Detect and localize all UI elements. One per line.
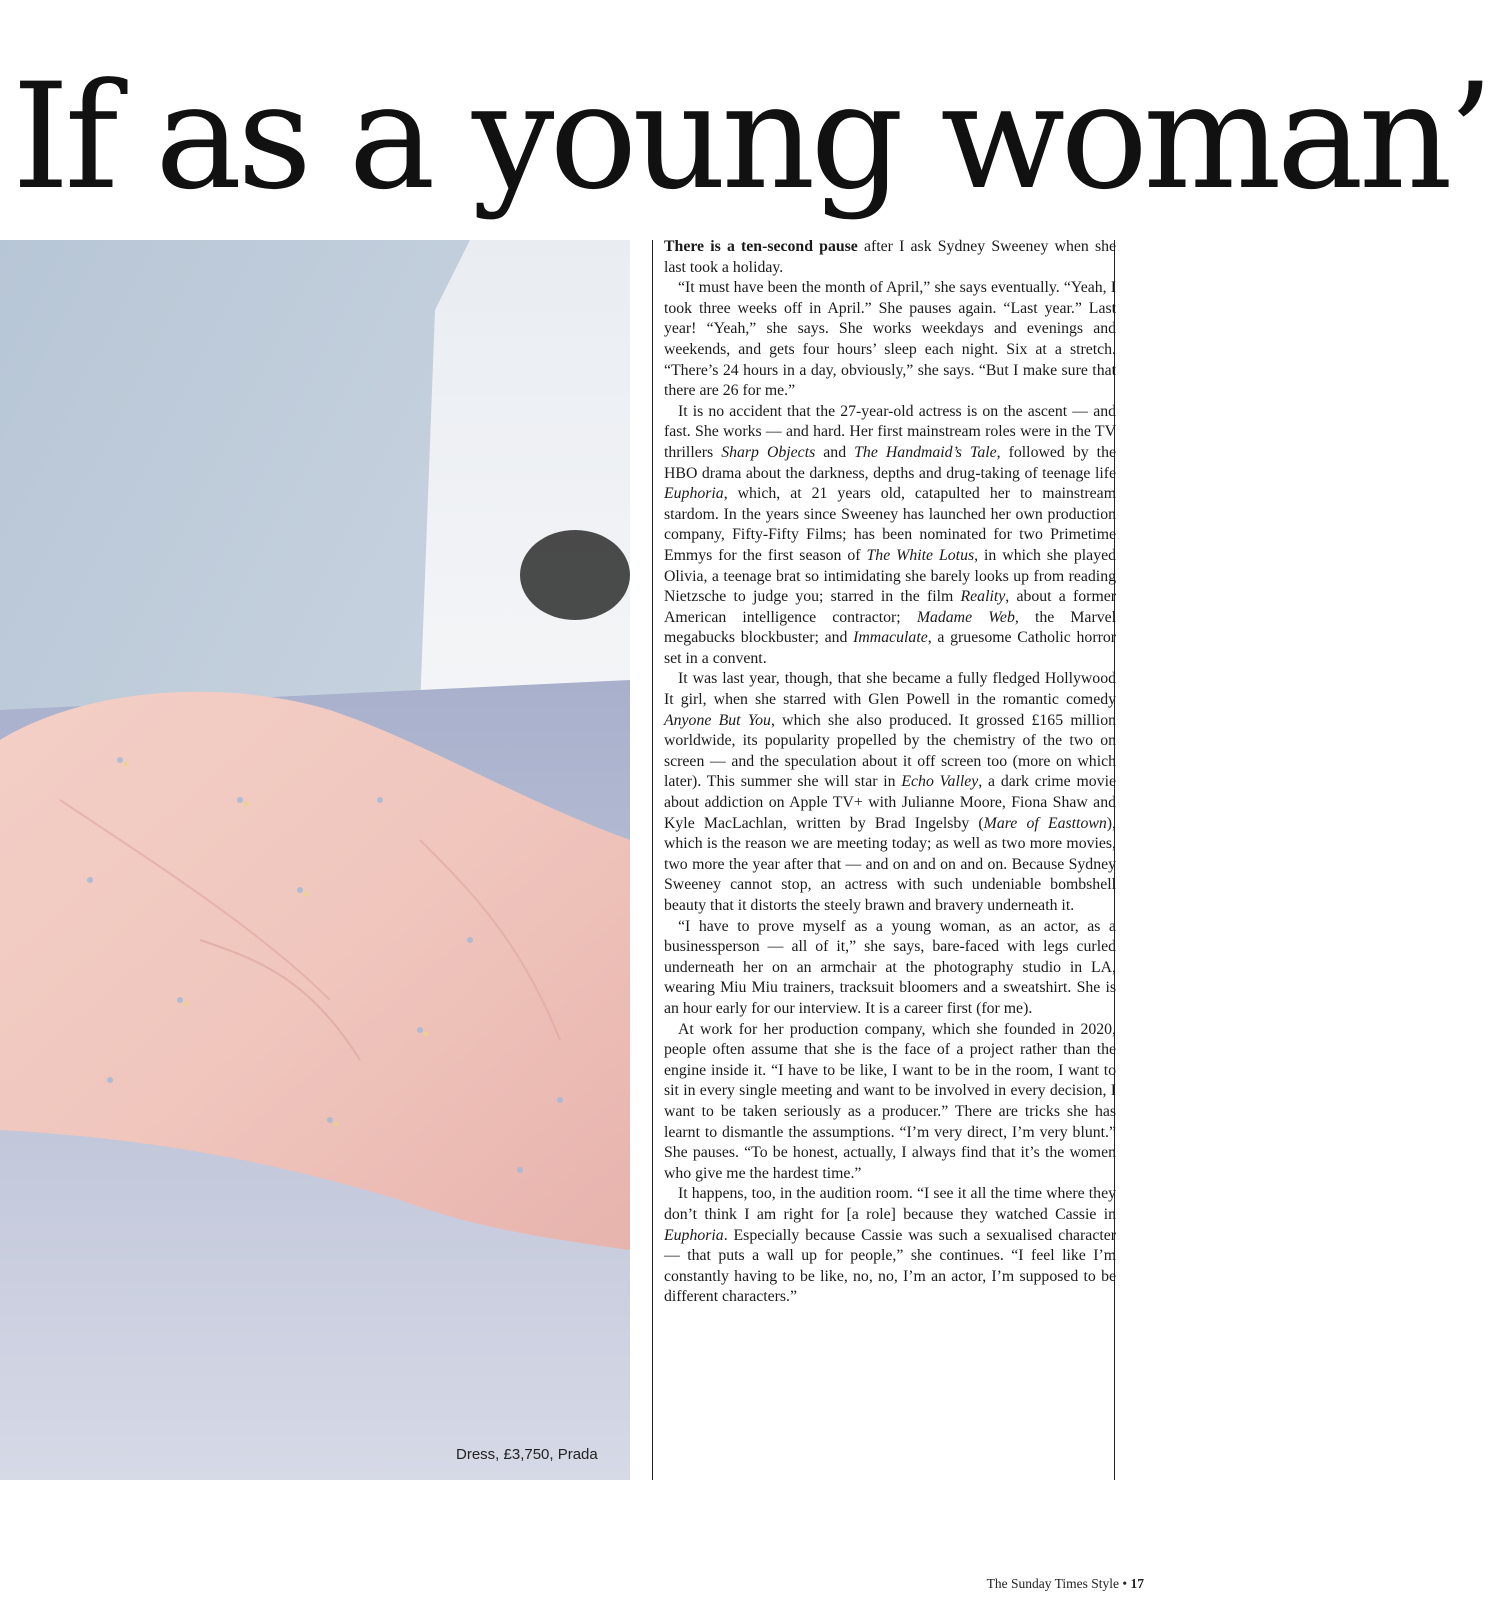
- article-paragraph: [664, 237, 1116, 278]
- article-paragraph: [664, 669, 1116, 916]
- lead-in: There is a ten-second pause: [664, 238, 858, 255]
- headline: If as a young woman’: [12, 52, 1489, 222]
- text-run: At work for her production company, which she founded in 2020, people often assume that she is the face of a project rather than the engine inside it. “I have to be like, I want to be in the room, I want to sit in every single meeting and want to be involved in every decision, I want to be taken seriously as a producer.” There are tricks she has learnt to dismantle the assumptions. “I’m very direct, I’m very blunt.” She pauses. “To be honest, actually, I always find that it’s the women who give me the hardest time.”: [664, 1020, 1116, 1182]
- text-run: , a dark crime movie about addiction on Apple TV+ with Julianne Moore, Fiona Shaw and Kyle MacLachlan, written by Brad Ingelsby (: [664, 773, 1116, 832]
- italic-title: Echo Valley: [901, 773, 979, 791]
- italic-title: Sharp Objects: [721, 443, 816, 461]
- article-paragraph: [664, 278, 1116, 402]
- italic-title: The Handmaid’s Tale: [854, 443, 997, 461]
- article-paragraph: [664, 402, 1116, 670]
- italic-title: Immaculate: [853, 629, 928, 647]
- text-run: , about a former American intelligence contractor;: [664, 588, 1117, 626]
- footer-separator: •: [1122, 1576, 1128, 1591]
- text-run: , a gruesome Catholic horror set in a convent.: [664, 629, 1116, 667]
- column-rule-left: [652, 240, 653, 1480]
- italic-title: Madame Web: [916, 608, 1015, 626]
- text-run: , which she also produced. It grossed £165 million worldwide, its popularity propelled by the chemistry of the two on screen — and the speculation about it off screen too (more on which later). This summer she will star in: [664, 711, 1116, 791]
- text-run: ), which is the reason we are meeting today; as well as two more movies, two more the year after that — and on and on and on. Because Sydney Sweeney cannot stop, an actress with such undeniable bombshell beauty that it distorts the steely brawn and bravery underneath it.: [664, 814, 1117, 914]
- text-run: It is no accident that the 27-year-old actress is on the ascent — and fast. She works — and hard. Her first mainstream roles were in the TV thrillers: [664, 402, 1116, 461]
- italic-title: Mare of Easttown: [983, 814, 1107, 832]
- italic-title: Anyone But You: [664, 711, 771, 729]
- text-run: It was last year, though, that she became a fully fledged Hollywood It girl, when she starred with Glen Powell in the romantic comedy: [664, 670, 1116, 709]
- text-run: , followed by the HBO drama about the darkness, depths and drug-taking of teenage life: [664, 443, 1116, 482]
- photo-caption: Dress, £3,750, Prada: [456, 1446, 598, 1463]
- fashion-photo: [0, 240, 630, 1480]
- italic-title: The White Lotus: [866, 546, 975, 564]
- text-run: after I ask Sydney Sweeney when she last took a holiday.: [664, 238, 1116, 276]
- italic-title: Reality: [960, 588, 1006, 606]
- publication-name: The Sunday Times Style: [986, 1576, 1120, 1591]
- page-number: 17: [1130, 1576, 1144, 1591]
- text-run: “I have to prove myself as a young woman, as an actor, as a businessperson — all of it,” she says, bare-faced with legs curled underneath her on an armchair at the photography studio in LA, wearing Miu Miu trainers, tracksuit bloomers and a sweatshirt. She is an hour early for our interview. It is a career first (for me).: [664, 917, 1116, 1017]
- article-paragraph: [664, 1184, 1116, 1308]
- page-footer: [987, 1576, 1144, 1592]
- italic-title: Euphoria: [664, 1226, 724, 1244]
- article-paragraph: [664, 917, 1116, 1020]
- text-run: . Especially because Cassie was such a sexualised character — that puts a wall up for people,” she continues. “I feel like I’m constantly having to be like, no, no, I’m an actor, I’m supposed to be different characters.”: [664, 1226, 1116, 1306]
- text-run: , which, at 21 years old, catapulted her to mainstream stardom. In the years since Sweeney has launched her own production company, Fifty-Fifty Films; has been nominated for two Primetime Emmys for the first season of: [664, 485, 1116, 564]
- article-body: [664, 237, 1116, 1308]
- text-run: , in which she played Olivia, a teenage brat so intimidating she barely looks up from reading Nietzsche to judge you; starred in the film: [664, 546, 1117, 606]
- italic-title: Euphoria: [664, 485, 724, 503]
- text-run: , the Marvel megabucks blockbuster; and: [664, 608, 1117, 647]
- text-run: “It must have been the month of April,” she says eventually. “Yeah, I took three weeks off in April.” She pauses again. “Last year.” Last year! “Yeah,” she says. She works weekdays and evenings and weekends, and gets four hours’ sleep each night. Six at a stretch. “There’s 24 hours in a day, obviously,” she says. “But I make sure that there are 26 for me.”: [664, 279, 1116, 400]
- text-run: It happens, too, in the audition room. “I see it all the time where they don’t think I am right for [a role] because they watched Cassie in: [664, 1185, 1116, 1223]
- text-run: and: [815, 443, 855, 461]
- article-paragraph: [664, 1020, 1116, 1185]
